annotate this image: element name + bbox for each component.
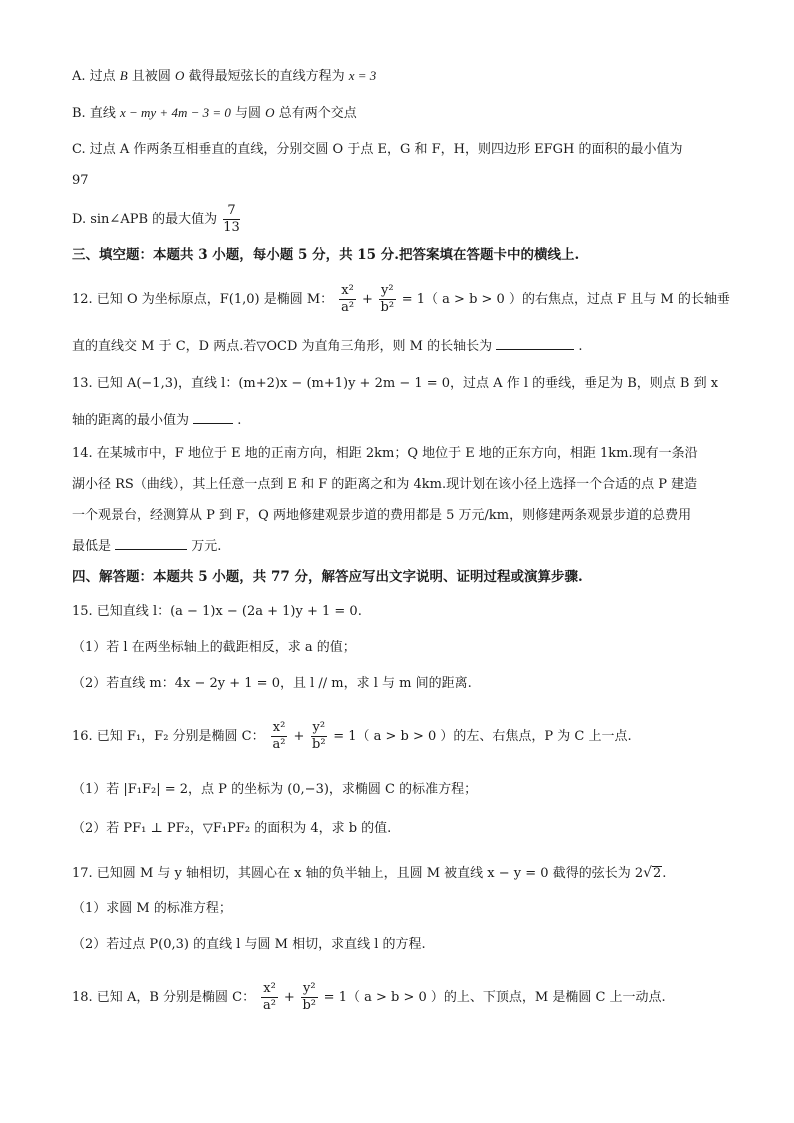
question-17-part1: （1）求圆 M 的标准方程； [72, 901, 232, 916]
question-15-part2: （2）若直线 m：4x − 2y + 1 = 0，且 l // m，求 l 与 m 间的距离. [72, 676, 472, 691]
question-17-part2: （2）若过点 P(0,3) 的直线 l 与圆 M 相切，求直线 l 的方程. [72, 937, 426, 952]
question-13-line2: 轴的距离的最小值为 . [72, 413, 242, 428]
question-15-stem: 15. 已知直线 l：(a − 1)x − (2a + 1)y + 1 = 0. [72, 604, 362, 619]
fraction-y2-b2: $\frac{\text{y²}}{\text{b²}}$ [302, 981, 317, 1013]
fraction-y2-b2: $\frac{\text{y²}}{\text{b²}}$ [380, 283, 395, 315]
question-16-stem: 16. 已知 F₁，F₂ 分别是椭圆 C： $\frac{\text{x²}}{\text{a²}}$ + $\frac{\text{y²}}{\text{b²}}$ = 1（ a > b > 0 ）的左、右焦点，P 为 C 上一点. [72, 720, 632, 752]
question-12-line1: 12. 已知 O 为坐标原点，F(1,0) 是椭圆 M： $\frac{\text{x²}}{\text{a²}}$ + $\frac{\text{y²}}{\text{b²}}$ = 1（ a > b > 0 ）的右焦点，过点 F 且与 M 的长轴垂 [72, 283, 730, 315]
question-14-line1: 14. 在某城市中，F 地位于 E 地的正南方向，相距 2km；Q 地位于 E 地的正东方向，相距 1km.现有一条沿 [72, 446, 698, 461]
question-14-line2: 湖小径 RS（曲线），其上任意一点到 E 和 F 的距离之和为 4km.现计划在该小径上选择一个合适的点 P 建造 [72, 477, 698, 492]
question-14-line3: 一个观景台，经测算从 P 到 F，Q 两地修建观景步道的费用都是 5 万元/km，则修建两条观景步道的总费用 [72, 508, 692, 523]
fraction-7-13: $\frac{7}{13}$ [223, 203, 240, 235]
question-16-part1: （1）若 |F₁F₂| = 2，点 P 的坐标为 (0,−3)，求椭圆 C 的标准方程； [72, 782, 478, 797]
fraction-x2-a2: $\frac{\text{x²}}{\text{a²}}$ [272, 720, 286, 752]
question-12-line2: 直的直线交 M 于 C，D 两点.若▽OCD 为直角三角形，则 M 的长轴长为 . [72, 339, 583, 354]
question-16-part2: （2）若 PF₁ ⊥ PF₂，▽F₁PF₂ 的面积为 4，求 b 的值. [72, 821, 392, 836]
option-c-line1: C. 过点 A 作两条互相垂直的直线，分别交圆 O 于点 E，G 和 F，H，则四边形 EFGH 的面积的最小值为 [72, 142, 683, 157]
fraction-x2-a2: $\frac{\text{x²}}{\text{a²}}$ [263, 981, 276, 1013]
question-17-stem: 17. 已知圆 M 与 y 轴相切，其圆心在 x 轴的负半轴上，且圆 M 被直线 x − y = 0 截得的弦长为 2√2. [72, 865, 667, 881]
fraction-x2-a2: $\frac{\text{x²}}{\text{a²}}$ [341, 283, 355, 315]
option-a: A. 过点 B 且被圆 O 截得最短弦长的直线方程为 x = 3 [72, 68, 377, 84]
answer-blank-14[interactable] [115, 537, 187, 550]
answer-blank-13[interactable] [193, 411, 233, 424]
option-d: D. sin∠APB 的最大值为 $\frac{7}{13}$ [72, 203, 240, 235]
question-14-line4: 最低是 万元. [72, 539, 222, 554]
option-b: B. 直线 x − my + 4m − 3 = 0 与圆 O 总有两个交点 [72, 105, 357, 121]
sqrt-symbol: √ [643, 865, 653, 881]
answer-blank-12[interactable] [496, 337, 574, 350]
question-13-line1: 13. 已知 A(−1,3)，直线 l：(m+2)x − (m+1)y + 2m − 1 = 0，过点 A 作 l 的垂线，垂足为 B，则点 B 到 x [72, 376, 719, 391]
question-15-part1: （1）若 l 在两坐标轴上的截距相反，求 a 的值； [72, 640, 356, 655]
question-18-stem: 18. 已知 A，B 分别是椭圆 C： $\frac{\text{x²}}{\text{a²}}$ + $\frac{\text{y²}}{\text{b²}}$ = 1（ a > b > 0 ）的上、下顶点，M 是椭圆 C 上一动点. [72, 981, 666, 1013]
fraction-y2-b2: $\frac{\text{y²}}{\text{b²}}$ [312, 720, 326, 752]
section-3-heading: 三、填空题：本题共 3 小题，每小题 5 分，共 15 分.把答案填在答题卡中的横线上. [72, 247, 580, 263]
section-4-heading: 四、解答题：本题共 5 小题，共 77 分，解答应写出文字说明、证明过程或演算步骤. [72, 569, 583, 585]
option-c-line2: 97 [72, 173, 89, 188]
